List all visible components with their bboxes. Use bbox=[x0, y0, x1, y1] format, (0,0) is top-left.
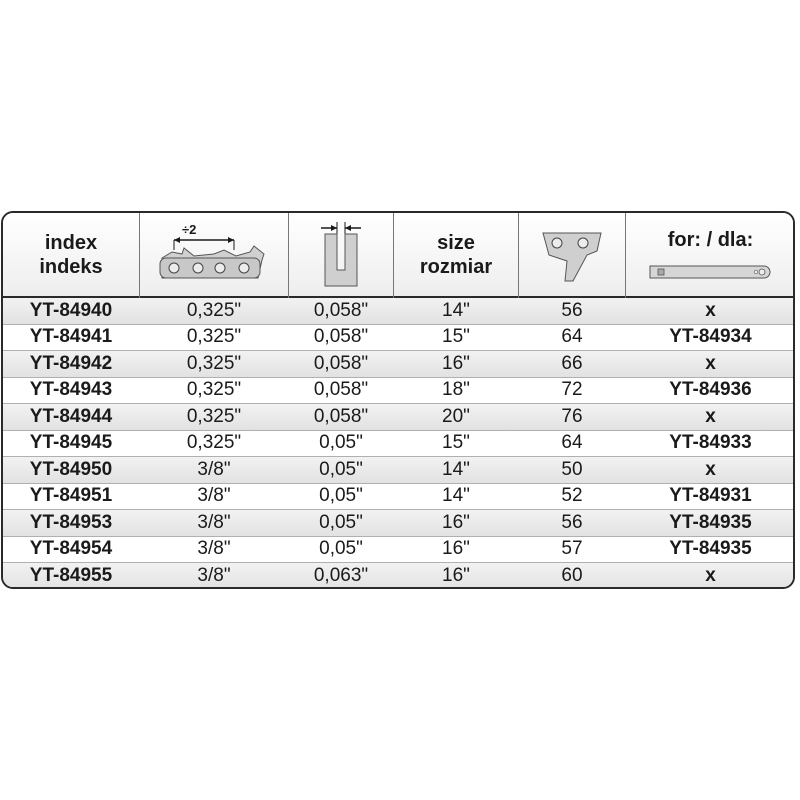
size-cell: 16" bbox=[442, 511, 470, 533]
table-body bbox=[3, 298, 793, 589]
bar-cell: x bbox=[705, 458, 716, 480]
gauge-groove-icon bbox=[311, 220, 371, 290]
pitch-cell: 0,325" bbox=[186, 299, 242, 321]
links-cell: 66 bbox=[561, 352, 583, 374]
pitch-cell: 0,325" bbox=[186, 379, 242, 401]
pitch-cell: 0,325" bbox=[186, 432, 242, 454]
gauge-cell: 0,058" bbox=[313, 352, 369, 374]
table-row bbox=[3, 537, 793, 564]
gauge-cell: 0,05" bbox=[319, 458, 363, 480]
bar-cell: x bbox=[705, 352, 716, 374]
size-cell: 16" bbox=[442, 565, 470, 587]
size-cell: 14" bbox=[442, 458, 470, 480]
links-cell: 52 bbox=[561, 485, 583, 507]
gauge-cell: 0,058" bbox=[313, 405, 369, 427]
header-index-cell bbox=[3, 213, 139, 296]
links-cell: 76 bbox=[561, 405, 583, 427]
index-cell: YT-84943 bbox=[29, 379, 113, 401]
bar-cell: x bbox=[705, 405, 716, 427]
size-cell: 16" bbox=[442, 538, 470, 560]
gauge-cell: 0,05" bbox=[319, 538, 363, 560]
header-rozmiar-label: rozmiar bbox=[419, 255, 493, 278]
bar-cell: x bbox=[705, 565, 716, 587]
links-cell: 57 bbox=[561, 538, 583, 560]
gauge-cell: 0,05" bbox=[319, 485, 363, 507]
header-links-cell bbox=[519, 213, 625, 296]
table-header bbox=[3, 213, 793, 298]
pitch-cell: 3/8" bbox=[197, 538, 231, 560]
guide-bar-icon bbox=[646, 260, 776, 282]
links-cell: 56 bbox=[561, 299, 583, 321]
links-cell: 64 bbox=[561, 432, 583, 454]
links-cell: 60 bbox=[561, 565, 583, 587]
gauge-cell: 0,05" bbox=[319, 432, 363, 454]
pitch-cell: 0,325" bbox=[186, 405, 242, 427]
header-index-label: index bbox=[44, 231, 98, 254]
index-cell: YT-84955 bbox=[29, 565, 113, 587]
table-row bbox=[3, 431, 793, 458]
header-gauge-cell bbox=[289, 213, 393, 296]
gauge-cell: 0,058" bbox=[313, 326, 369, 348]
index-cell: YT-84945 bbox=[29, 432, 113, 454]
gauge-cell: 0,063" bbox=[313, 565, 369, 587]
index-cell: YT-84951 bbox=[29, 485, 113, 507]
pitch-cell: 3/8" bbox=[197, 458, 231, 480]
pitch-cell: 3/8" bbox=[197, 511, 231, 533]
gauge-cell: 0,05" bbox=[319, 511, 363, 533]
table-row bbox=[3, 457, 793, 484]
index-cell: YT-84954 bbox=[29, 538, 113, 560]
bar-cell: YT-84935 bbox=[669, 511, 752, 533]
bar-cell: YT-84936 bbox=[669, 379, 752, 401]
header-pitch-cell bbox=[140, 213, 288, 296]
size-cell: 15" bbox=[442, 432, 470, 454]
index-cell: YT-84950 bbox=[29, 458, 113, 480]
chain-spec-table bbox=[1, 211, 795, 589]
links-cell: 50 bbox=[561, 458, 583, 480]
index-cell: YT-84940 bbox=[29, 299, 113, 321]
size-cell: 14" bbox=[442, 299, 470, 321]
header-bar-label: for: / dla: bbox=[667, 228, 754, 251]
index-cell: YT-84942 bbox=[29, 352, 113, 374]
table-row bbox=[3, 484, 793, 511]
table-row bbox=[3, 378, 793, 405]
drive-link-icon bbox=[537, 225, 607, 285]
table-row bbox=[3, 351, 793, 378]
size-cell: 18" bbox=[442, 379, 470, 401]
size-cell: 15" bbox=[442, 326, 470, 348]
header-size-label: size bbox=[437, 231, 475, 254]
header-indeks-label: indeks bbox=[39, 255, 103, 278]
links-cell: 56 bbox=[561, 511, 583, 533]
index-cell: YT-84953 bbox=[29, 511, 113, 533]
chain-pitch-icon bbox=[154, 220, 274, 290]
bar-cell: YT-84933 bbox=[669, 432, 752, 454]
links-cell: 72 bbox=[561, 379, 583, 401]
size-cell: 14" bbox=[442, 485, 470, 507]
header-size-cell bbox=[394, 213, 518, 296]
header-bar-cell bbox=[626, 213, 795, 296]
table-row bbox=[3, 563, 793, 589]
table-row bbox=[3, 404, 793, 431]
size-cell: 16" bbox=[442, 352, 470, 374]
links-cell: 64 bbox=[561, 326, 583, 348]
pitch-cell: 3/8" bbox=[197, 565, 231, 587]
index-cell: YT-84941 bbox=[29, 326, 113, 348]
bar-cell: x bbox=[705, 299, 716, 321]
table-row bbox=[3, 325, 793, 352]
index-cell: YT-84944 bbox=[29, 405, 113, 427]
bar-cell: YT-84935 bbox=[669, 538, 752, 560]
pitch-cell: 3/8" bbox=[197, 485, 231, 507]
size-cell: 20" bbox=[442, 405, 470, 427]
bar-cell: YT-84934 bbox=[669, 326, 752, 348]
table-row bbox=[3, 298, 793, 325]
gauge-cell: 0,058" bbox=[313, 379, 369, 401]
gauge-cell: 0,058" bbox=[313, 299, 369, 321]
pitch-cell: 0,325" bbox=[186, 326, 242, 348]
pitch-mark: ÷2 bbox=[182, 221, 197, 237]
table-row bbox=[3, 510, 793, 537]
pitch-cell: 0,325" bbox=[186, 352, 242, 374]
bar-cell: YT-84931 bbox=[669, 485, 752, 507]
